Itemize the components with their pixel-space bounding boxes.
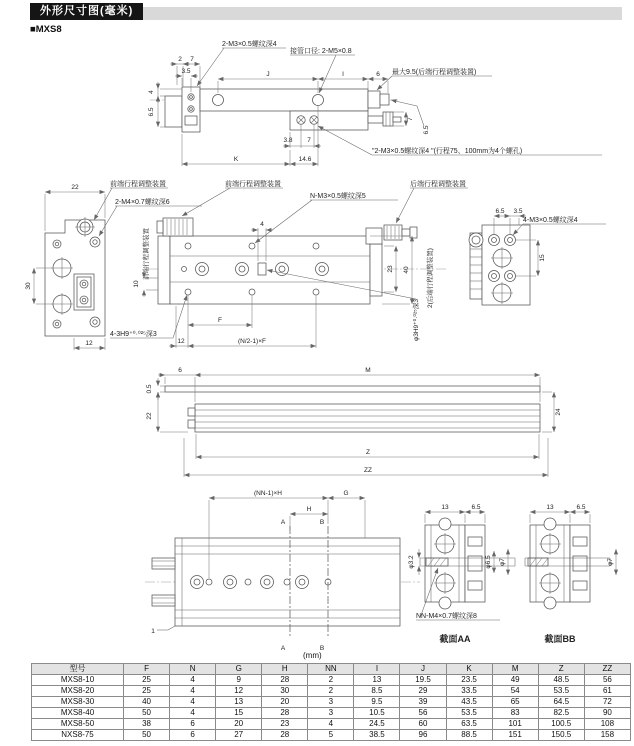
value-cell: 38 bbox=[124, 719, 170, 730]
value-cell: 28 bbox=[262, 675, 308, 686]
dim-label: 15 bbox=[539, 254, 546, 262]
section-marker-b: B bbox=[319, 519, 325, 526]
value-cell: 50 bbox=[124, 730, 170, 741]
model-cell: MXS8-20 bbox=[32, 686, 124, 697]
value-cell: 27 bbox=[216, 730, 262, 741]
model-cell: MXS8-50 bbox=[32, 719, 124, 730]
dim-label: 7 bbox=[190, 56, 194, 63]
value-cell: 24.5 bbox=[354, 719, 400, 730]
value-cell: 10.5 bbox=[354, 708, 400, 719]
value-cell: 56 bbox=[400, 708, 446, 719]
value-cell: 2 bbox=[308, 675, 354, 686]
value-cell: 6 bbox=[170, 730, 216, 741]
section-marker-a: A bbox=[280, 645, 286, 652]
model-cell: MXS8-10 bbox=[32, 675, 124, 686]
model-cell: MXS8-30 bbox=[32, 697, 124, 708]
dim-label: 7 bbox=[307, 137, 311, 144]
value-cell: 4 bbox=[170, 708, 216, 719]
column-header: ZZ bbox=[584, 664, 630, 675]
dim-label: 22 bbox=[146, 412, 153, 420]
column-header: K bbox=[446, 664, 492, 675]
value-cell: 65 bbox=[492, 697, 538, 708]
dim-label: 1 bbox=[151, 628, 155, 635]
value-cell: 4 bbox=[170, 697, 216, 708]
dim-label: 40 bbox=[403, 266, 410, 274]
value-cell: 108 bbox=[584, 719, 630, 730]
model-cell: NXS8-75 bbox=[32, 730, 124, 741]
table-row bbox=[32, 675, 631, 686]
section-aa-view bbox=[408, 504, 515, 644]
dimension-table-body bbox=[32, 675, 631, 741]
column-header: G bbox=[216, 664, 262, 675]
section-marker-b: B bbox=[319, 645, 325, 652]
dim-label: 10 bbox=[133, 280, 140, 288]
value-cell: 82.5 bbox=[538, 708, 584, 719]
table-row bbox=[32, 697, 631, 708]
section-bb-view bbox=[525, 504, 616, 644]
dim-label: 7 bbox=[407, 117, 414, 121]
value-cell: 54 bbox=[492, 686, 538, 697]
section-marker-a: A bbox=[280, 519, 286, 526]
dim-label: G bbox=[343, 490, 349, 497]
value-cell: 25 bbox=[124, 686, 170, 697]
dim-label: Z bbox=[366, 449, 370, 456]
callout-thread-bottom: "2-M3×0.5螺纹深4 "(行程75、100mm为4个螺孔) bbox=[372, 148, 523, 155]
phi3h9-rotated-label: φ3H9⁺⁰·⁰²⁵深3 bbox=[413, 299, 420, 341]
dim-label: 2 bbox=[178, 56, 182, 63]
dim-label: 4 bbox=[148, 90, 155, 94]
section-aa-label: 截面AA bbox=[439, 634, 471, 644]
value-cell: 33.5 bbox=[446, 686, 492, 697]
dim-label: 24 bbox=[555, 408, 562, 416]
value-cell: 90 bbox=[584, 708, 630, 719]
value-cell: 5 bbox=[308, 730, 354, 741]
value-cell: 53.5 bbox=[538, 686, 584, 697]
column-header: J bbox=[400, 664, 446, 675]
value-cell: 8.5 bbox=[354, 686, 400, 697]
value-cell: 9.5 bbox=[354, 697, 400, 708]
callout-m4-thread: 2-M4×0.7螺纹深6 bbox=[115, 199, 170, 206]
dim-label: 23 bbox=[387, 265, 394, 273]
callout-m3-thread: 4-M3×0.5螺纹深4 bbox=[523, 217, 578, 224]
page-title: 外形尺寸图(毫米) bbox=[30, 3, 143, 20]
value-cell: 83 bbox=[492, 708, 538, 719]
dim-label: 3.8 bbox=[283, 137, 293, 144]
callout-max: 最大9.5(后端行程调整装置) bbox=[392, 69, 477, 76]
value-cell: 39 bbox=[400, 697, 446, 708]
dim-label: 3.5 bbox=[513, 208, 523, 215]
value-cell: 23 bbox=[262, 719, 308, 730]
value-cell: 13 bbox=[354, 675, 400, 686]
value-cell: 38.5 bbox=[354, 730, 400, 741]
value-cell: 3 bbox=[308, 697, 354, 708]
table-row bbox=[32, 730, 631, 741]
bottom-side-view bbox=[145, 490, 420, 652]
dim-label: φ6.5 bbox=[485, 555, 492, 569]
model-label: ■MXS8 bbox=[30, 24, 62, 35]
value-cell: 28 bbox=[262, 730, 308, 741]
value-cell: 23.5 bbox=[446, 675, 492, 686]
value-cell: 4 bbox=[170, 686, 216, 697]
value-cell: 28 bbox=[262, 708, 308, 719]
column-header: NN bbox=[308, 664, 354, 675]
callout-thread-top: 2-M3×0.5螺纹深4 bbox=[222, 41, 277, 48]
value-cell: 158 bbox=[584, 730, 630, 741]
callout-rear-adjuster: 后端行程调整装置 bbox=[410, 181, 466, 188]
dim-label: 13 bbox=[441, 504, 449, 511]
value-cell: 40 bbox=[124, 697, 170, 708]
value-cell: 96 bbox=[400, 730, 446, 741]
table-row bbox=[32, 686, 631, 697]
callout-nm3-thread: N-M3×0.5螺纹深5 bbox=[310, 193, 366, 200]
value-cell: 12 bbox=[216, 686, 262, 697]
value-cell: 4 bbox=[308, 719, 354, 730]
dim-label: 6.5 bbox=[148, 107, 155, 117]
dim-label: φ7 bbox=[499, 558, 506, 566]
section-bb-label: 截面BB bbox=[544, 634, 576, 644]
value-cell: 3 bbox=[308, 708, 354, 719]
value-cell: 15 bbox=[216, 708, 262, 719]
value-cell: 101 bbox=[492, 719, 538, 730]
dim-label: 12 bbox=[85, 340, 93, 347]
value-cell: 4 bbox=[170, 675, 216, 686]
dim-label: (N/2-1)×F bbox=[238, 338, 266, 345]
value-cell: 50 bbox=[124, 708, 170, 719]
dim-label: H bbox=[306, 506, 312, 513]
value-cell: 43.5 bbox=[446, 697, 492, 708]
dim-label: 6.5 bbox=[576, 504, 586, 511]
value-cell: 151 bbox=[492, 730, 538, 741]
value-cell: 25 bbox=[124, 675, 170, 686]
unit-note: (mm) bbox=[303, 651, 322, 660]
dim-label: 0.5 bbox=[146, 384, 153, 394]
dim-label: 14.6 bbox=[298, 156, 312, 163]
callout-3h9-holes: 4-3H9⁺⁰·⁰²⁵深3 bbox=[110, 331, 157, 338]
front-adjuster-rotated-label: 前端行程调整装置 bbox=[143, 228, 150, 280]
drawing-middle-row bbox=[10, 178, 624, 360]
value-cell: 30 bbox=[262, 686, 308, 697]
callout-front-adjuster: 前端行程调整装置 bbox=[225, 181, 281, 188]
value-cell: 100.5 bbox=[538, 719, 584, 730]
value-cell: 61 bbox=[584, 686, 630, 697]
dim-label: φ3.2 bbox=[408, 555, 415, 569]
column-header: M bbox=[492, 664, 538, 675]
table-row bbox=[32, 708, 631, 719]
dim-label: I bbox=[342, 71, 344, 78]
right-end-view bbox=[469, 208, 606, 305]
callout-nnm4-thread: NN-M4×0.7螺纹深8 bbox=[416, 613, 477, 620]
value-cell: 48.5 bbox=[538, 675, 584, 686]
value-cell: 20 bbox=[216, 719, 262, 730]
column-header: N bbox=[170, 664, 216, 675]
dim-label: 6.5 bbox=[495, 208, 505, 215]
dim-label: (NN-1)×H bbox=[254, 490, 282, 497]
column-header: I bbox=[354, 664, 400, 675]
drawing-top-side-view bbox=[140, 38, 634, 180]
drawing-rail-profile bbox=[140, 358, 580, 482]
value-cell: 20 bbox=[262, 697, 308, 708]
value-cell: 53.5 bbox=[446, 708, 492, 719]
value-cell: 64.5 bbox=[538, 697, 584, 708]
callout-front-adjuster: 前端行程调整装置 bbox=[110, 181, 166, 188]
model-cell: MXS8-40 bbox=[32, 708, 124, 719]
drawing-bottom-view-and-sections bbox=[120, 480, 634, 656]
value-cell: 72 bbox=[584, 697, 630, 708]
table-row bbox=[32, 719, 631, 730]
value-cell: 29 bbox=[400, 686, 446, 697]
dimension-table bbox=[31, 663, 631, 741]
dim-label: J bbox=[266, 71, 270, 78]
value-cell: 60 bbox=[400, 719, 446, 730]
dim-label: 3.5 bbox=[181, 68, 191, 75]
dim-label: 13 bbox=[546, 504, 554, 511]
dim-label: F bbox=[218, 317, 222, 324]
dim-label: K bbox=[233, 156, 239, 163]
dim-label: 30 bbox=[25, 282, 32, 290]
value-cell: 9 bbox=[216, 675, 262, 686]
dim-label: 6.5 bbox=[471, 504, 481, 511]
dim-label: 12 bbox=[177, 338, 185, 345]
callout-port: 接管口径: 2-M5×0.8 bbox=[290, 48, 352, 55]
dim-label: 6 bbox=[376, 71, 380, 78]
value-cell: 150.5 bbox=[538, 730, 584, 741]
column-header: H bbox=[262, 664, 308, 675]
dim-label: 22 bbox=[71, 184, 79, 191]
column-header: F bbox=[124, 664, 170, 675]
dim-label: φ7 bbox=[607, 558, 614, 566]
dim-label: 4 bbox=[260, 221, 264, 228]
value-cell: 63.5 bbox=[446, 719, 492, 730]
dim-label: ZZ bbox=[364, 467, 372, 474]
column-header: 型号 bbox=[32, 664, 124, 675]
rear-adjuster-rotated-label: 2(后端行程调整装置) bbox=[427, 248, 434, 308]
value-cell: 49 bbox=[492, 675, 538, 686]
column-header: Z bbox=[538, 664, 584, 675]
dimension-table-head bbox=[32, 664, 631, 675]
value-cell: 19.5 bbox=[400, 675, 446, 686]
value-cell: 13 bbox=[216, 697, 262, 708]
value-cell: 88.5 bbox=[446, 730, 492, 741]
value-cell: 2 bbox=[308, 686, 354, 697]
dim-label: 6.5 bbox=[423, 125, 430, 135]
dim-label: 6 bbox=[178, 367, 182, 374]
value-cell: 56 bbox=[584, 675, 630, 686]
dim-label: M bbox=[365, 367, 371, 374]
value-cell: 6 bbox=[170, 719, 216, 730]
